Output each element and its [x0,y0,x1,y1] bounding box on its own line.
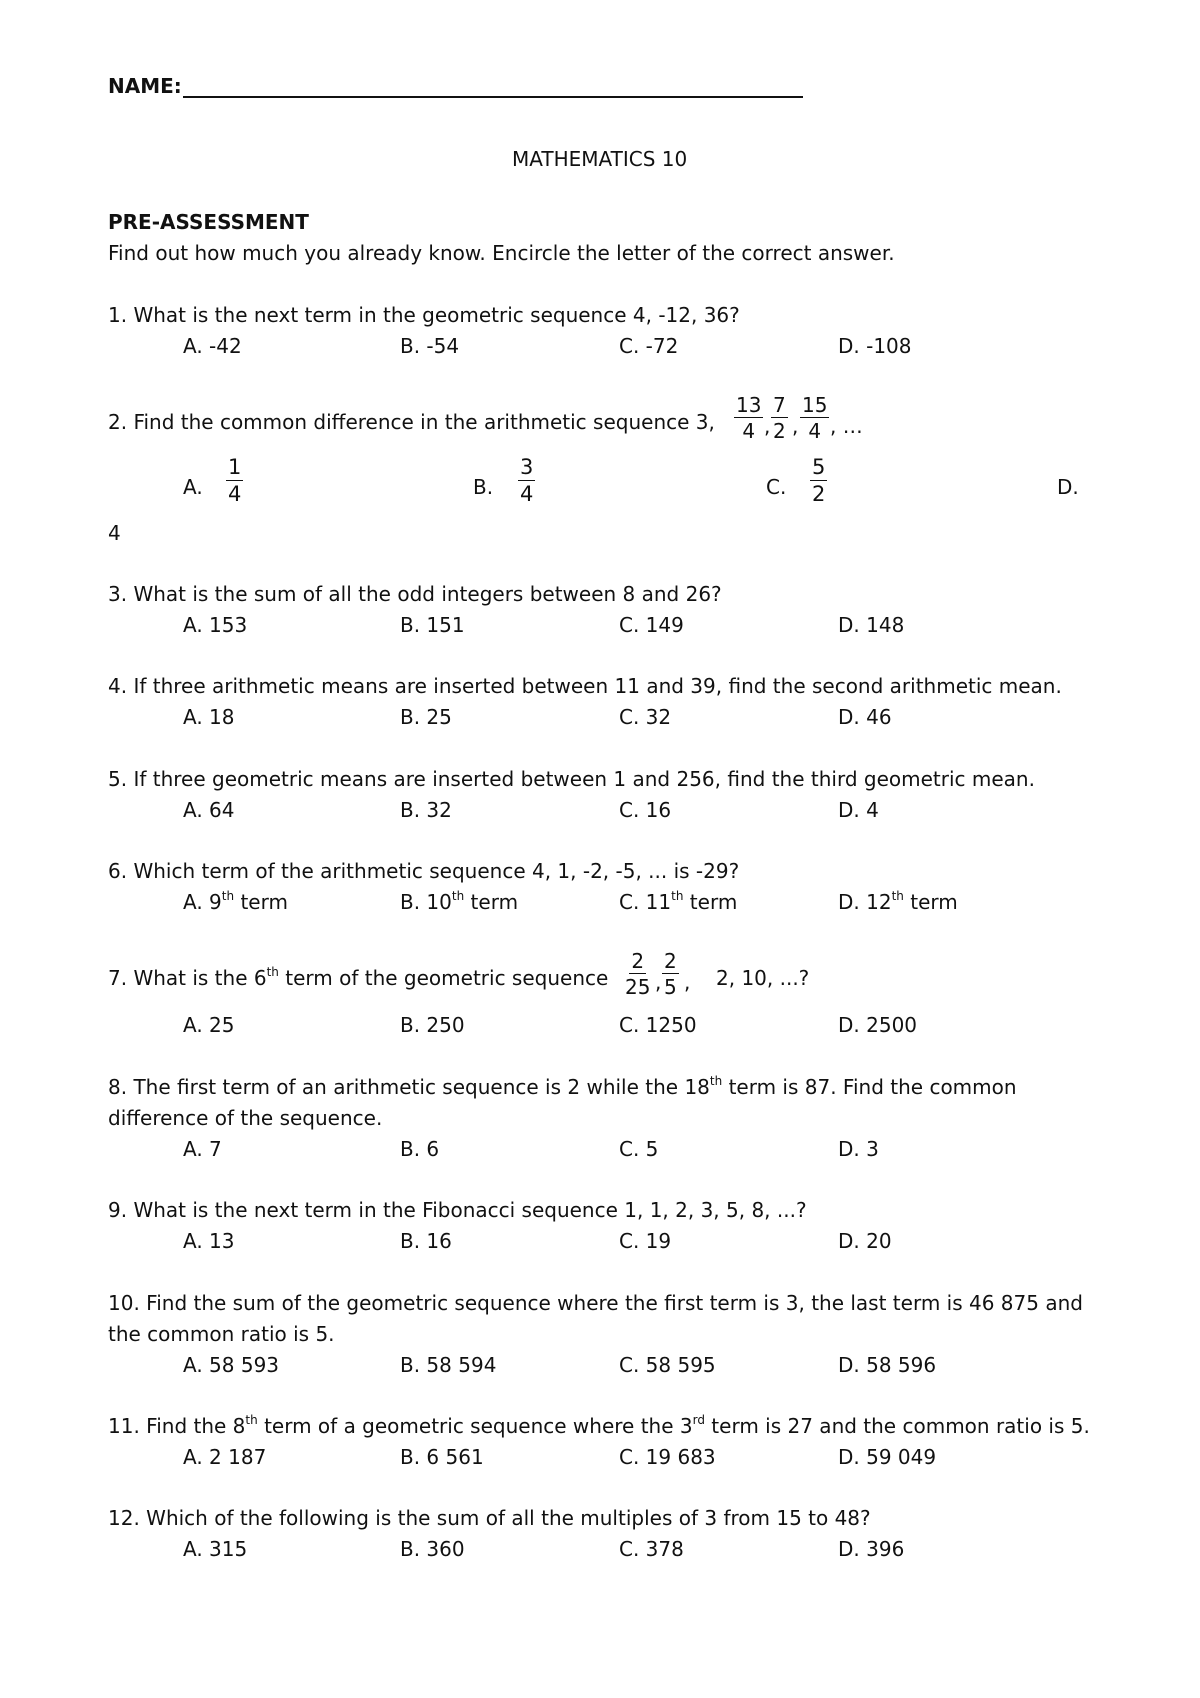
q5-choice-c[interactable]: C. 16 [619,798,672,822]
question-5-text: 5. If three geometric means are inserted between 1 and 256, find the third geometric mean. [108,767,1035,791]
q6-choice-b[interactable]: B. 10th term [400,889,519,914]
q9-choice-a[interactable]: A. 13 [183,1229,235,1253]
q2-choice-d-label: D. [1057,475,1079,499]
q11-choice-a[interactable]: A. 2 187 [183,1445,267,1469]
q10-choice-c[interactable]: C. 58 595 [619,1353,716,1377]
q11-choice-d[interactable]: D. 59 049 [838,1445,937,1469]
question-10-text-line-1: 10. Find the sum of the geometric sequence where the first term is 3, the last term is 46 875 and [108,1291,1083,1315]
q5-choice-d[interactable]: D. 4 [838,798,879,822]
q10-choice-d[interactable]: D. 58 596 [838,1353,937,1377]
q2-choice-b-fraction: $\frac{3}{4}$ [520,455,534,506]
q4-choice-c[interactable]: C. 32 [619,705,672,729]
q2-seq-fraction-1: $\frac{13}{4}$ [736,393,762,443]
q10-choice-a[interactable]: A. 58 593 [183,1353,280,1377]
q7-seq-fraction-1: $\frac{2}{25}$ [625,949,651,999]
q1-choice-a[interactable]: A. -42 [183,334,242,358]
question-4-text: 4. If three arithmetic means are inserted between 11 and 39, find the second arithmetic mean. [108,674,1062,698]
question-8-text-line-1: 8. The first term of an arithmetic sequence is 2 while the 18th term is 87. Find the common [108,1074,1017,1099]
q7-seq-sep-1: , [655,970,662,994]
section-heading: PRE-ASSESSMENT [108,210,309,234]
question-9-text: 9. What is the next term in the Fibonacci sequence 1, 1, 2, 3, 5, 8, ...? [108,1198,807,1222]
question-1-text: 1. What is the next term in the geometric sequence 4, -12, 36? [108,303,740,327]
q7-choice-c[interactable]: C. 1250 [619,1013,697,1037]
q2-seq-fraction-3: $\frac{15}{4}$ [802,393,828,443]
q1-choice-b[interactable]: B. -54 [400,334,460,358]
q8-choice-d[interactable]: D. 3 [838,1137,879,1161]
q2-choice-c-fraction: $\frac{5}{2}$ [812,455,826,506]
q2-seq-sep-2: , [792,414,799,438]
q1-choice-d[interactable]: D. -108 [838,334,912,358]
q2-seq-fraction-2: $\frac{7}{2}$ [773,393,786,443]
q11-choice-b[interactable]: B. 6 561 [400,1445,484,1469]
q4-choice-b[interactable]: B. 25 [400,705,452,729]
q7-seq-tail: 2, 10, ...? [716,966,810,990]
question-6-text: 6. Which term of the arithmetic sequence 4, 1, -2, -5, ... is -29? [108,859,740,883]
question-11-text: 11. Find the 8th term of a geometric sequence where the 3rd term is 27 and the common ratio is 5. [108,1413,1090,1438]
q1-choice-c[interactable]: C. -72 [619,334,679,358]
q12-choice-d[interactable]: D. 396 [838,1537,905,1561]
page-title: MATHEMATICS 10 [512,147,688,171]
q12-choice-c[interactable]: C. 378 [619,1537,684,1561]
q2-choice-a-label: A. [183,475,203,499]
question-12-text: 12. Which of the following is the sum of all the multiples of 3 from 15 to 48? [108,1506,871,1530]
question-10-text-line-2: the common ratio is 5. [108,1322,335,1346]
q3-choice-d[interactable]: D. 148 [838,613,905,637]
q2-choice-c-label: C. [766,475,787,499]
q7-seq-fraction-2: $\frac{2}{5}$ [664,949,677,999]
q2-choice-b-label: B. [473,475,494,499]
q7-choice-a[interactable]: A. 25 [183,1013,235,1037]
q4-choice-d[interactable]: D. 46 [838,705,892,729]
q4-choice-a[interactable]: A. 18 [183,705,235,729]
q9-choice-c[interactable]: C. 19 [619,1229,672,1253]
q9-choice-d[interactable]: D. 20 [838,1229,892,1253]
q6-choice-d[interactable]: D. 12th term [838,889,958,914]
q8-choice-b[interactable]: B. 6 [400,1137,440,1161]
q2-seq-sep-1: , [764,414,771,438]
q6-choice-a[interactable]: A. 9th term [183,889,288,914]
q10-choice-b[interactable]: B. 58 594 [400,1353,497,1377]
q5-choice-b[interactable]: B. 32 [400,798,452,822]
q12-choice-a[interactable]: A. 315 [183,1537,248,1561]
q5-choice-a[interactable]: A. 64 [183,798,235,822]
q9-choice-b[interactable]: B. 16 [400,1229,452,1253]
q6-choice-c[interactable]: C. 11th term [619,889,738,914]
q8-choice-c[interactable]: C. 5 [619,1137,659,1161]
question-3-text: 3. What is the sum of all the odd integers between 8 and 26? [108,582,722,606]
name-label: NAME: [108,74,182,98]
q2-choice-d-value: 4 [108,521,121,545]
q2-choice-a-fraction: $\frac{1}{4}$ [228,455,242,506]
q2-seq-tail: , … [830,414,863,438]
q7-choice-d[interactable]: D. 2500 [838,1013,918,1037]
name-field-line[interactable] [183,96,803,98]
q7-choice-b[interactable]: B. 250 [400,1013,465,1037]
q11-choice-c[interactable]: C. 19 683 [619,1445,716,1469]
q3-choice-c[interactable]: C. 149 [619,613,684,637]
q8-choice-a[interactable]: A. 7 [183,1137,222,1161]
q3-choice-a[interactable]: A. 153 [183,613,248,637]
question-8-text-line-2: difference of the sequence. [108,1106,383,1130]
question-2-text: 2. Find the common difference in the arithmetic sequence 3, [108,410,715,434]
question-7-text: 7. What is the 6th term of the geometric sequence [108,965,609,990]
instructions: Find out how much you already know. Encircle the letter of the correct answer. [108,241,895,265]
q3-choice-b[interactable]: B. 151 [400,613,465,637]
q7-seq-sep-2: , [684,970,691,994]
q12-choice-b[interactable]: B. 360 [400,1537,465,1561]
